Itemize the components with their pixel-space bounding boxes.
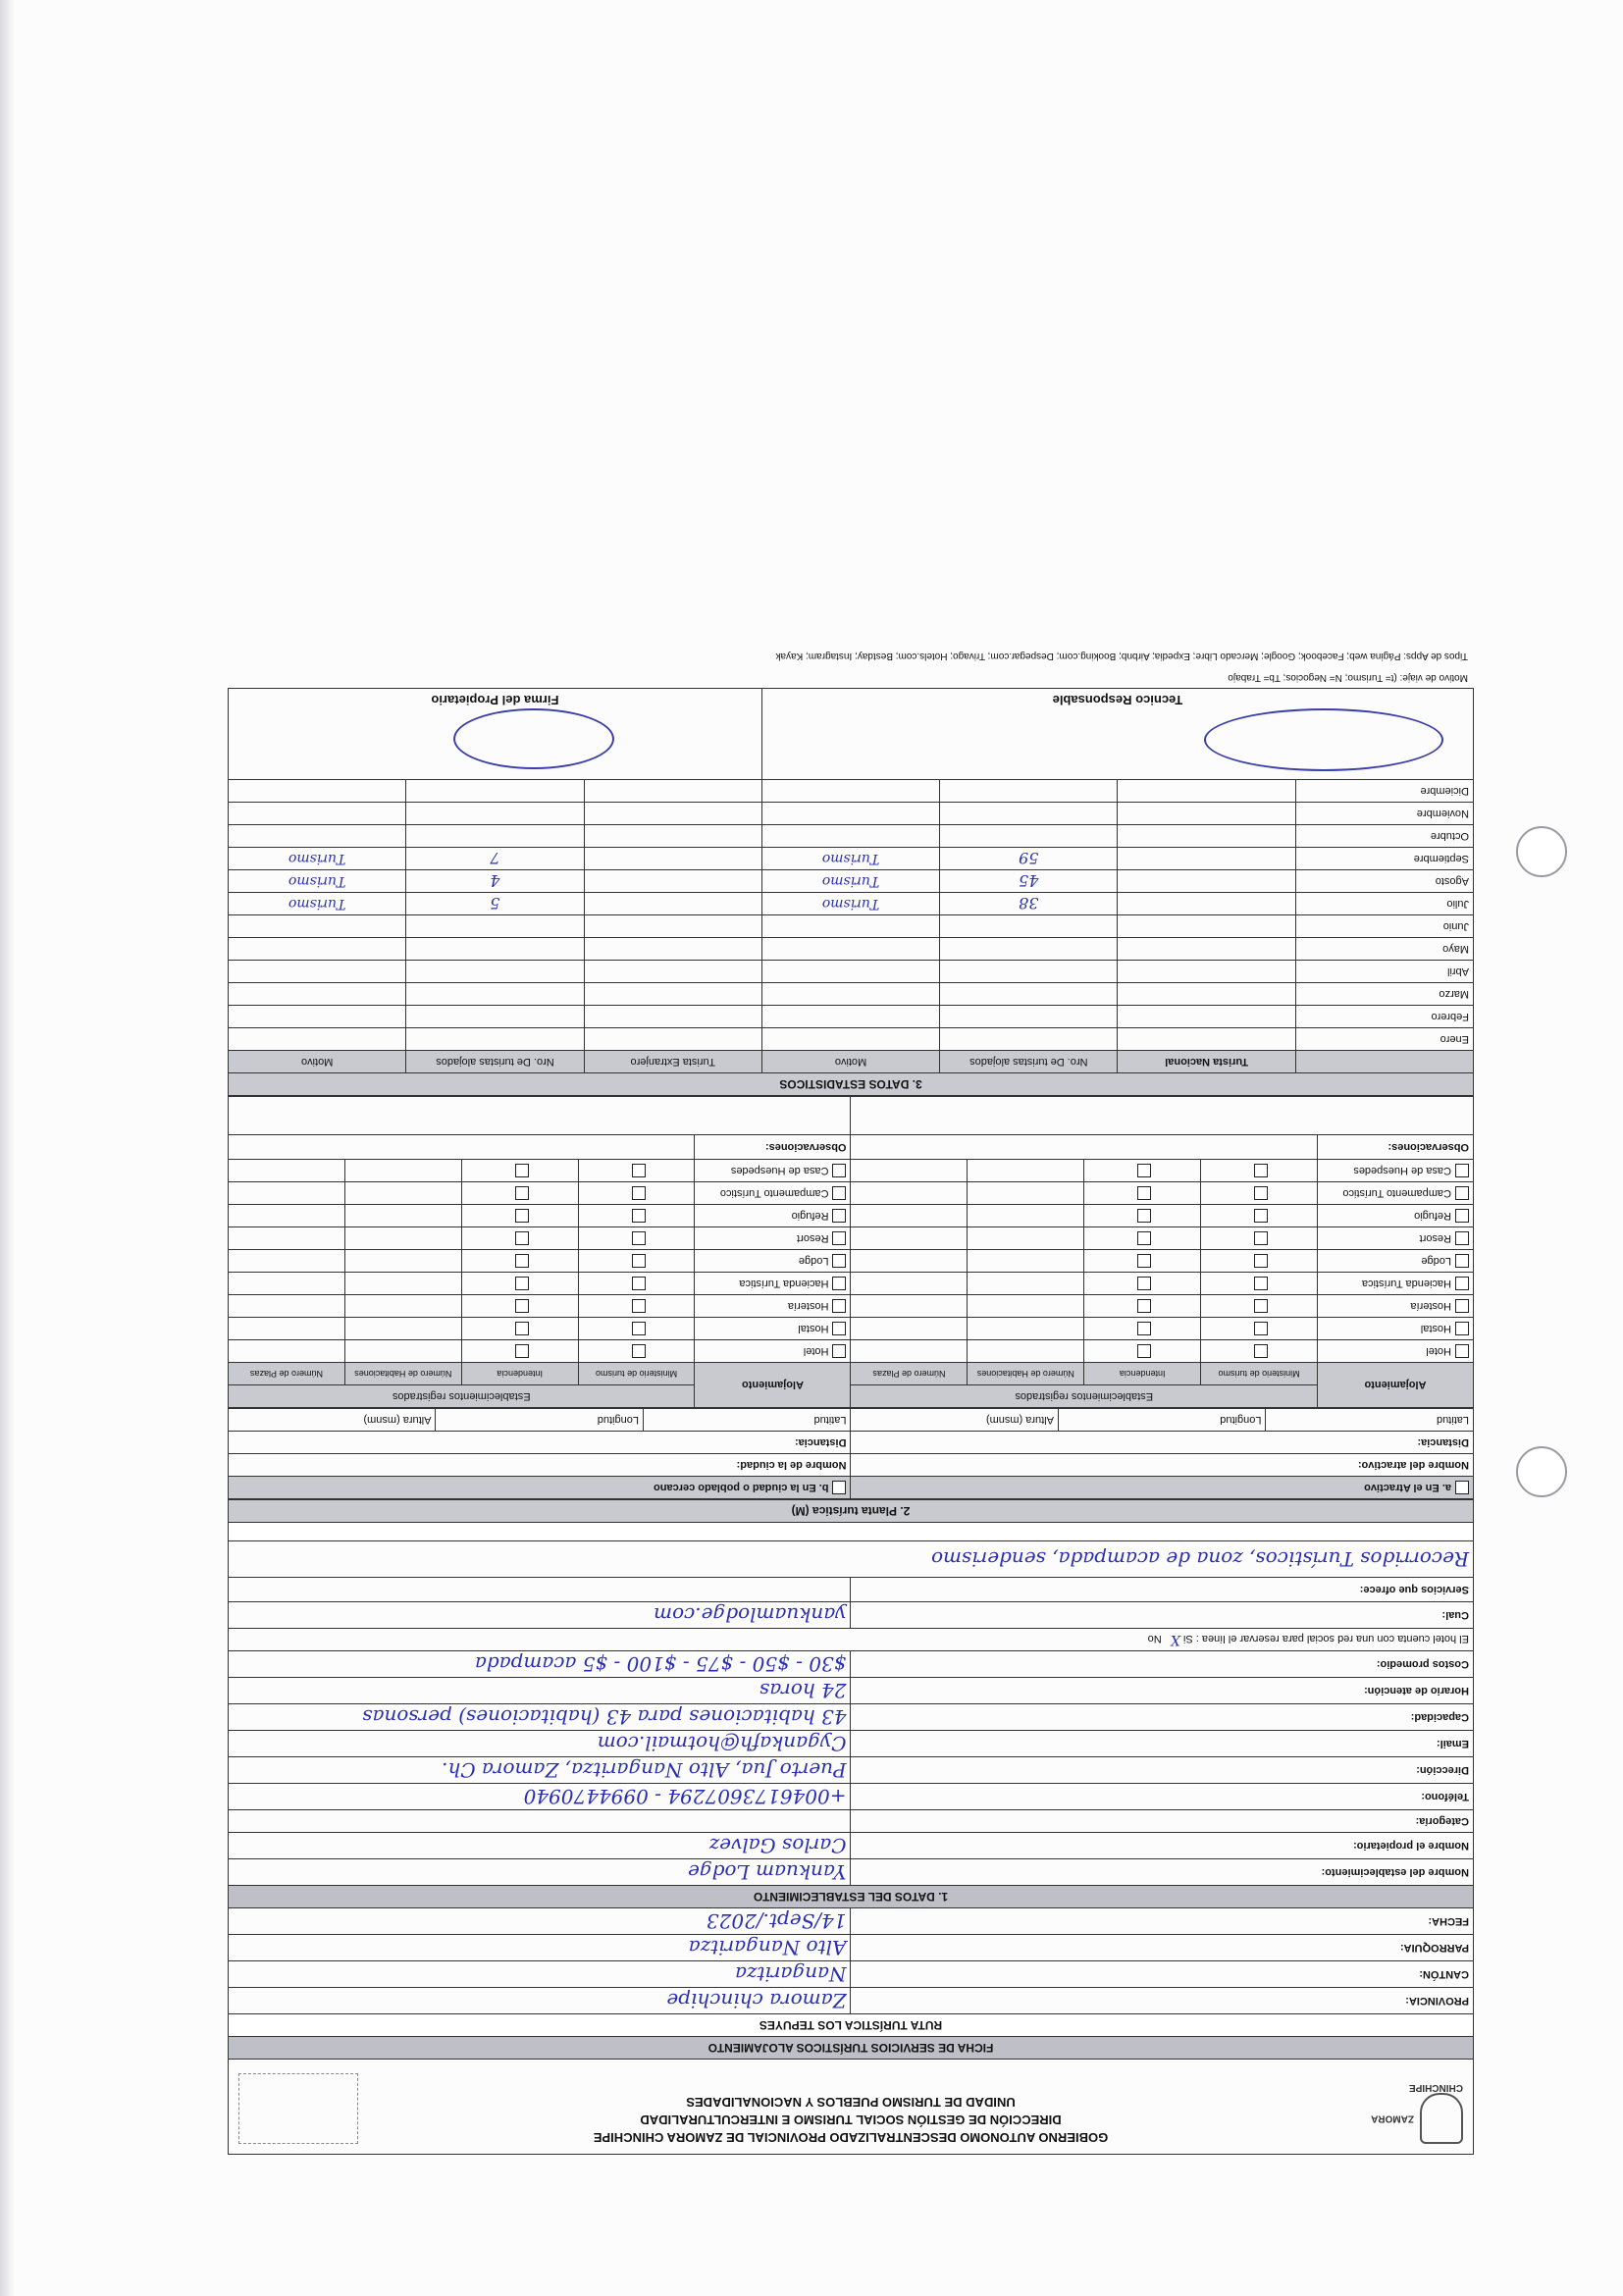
location-table: a. En el Atractivo b. En la ciudad o poblado cercano Nombre del atractivo: Nombre de la ciudad: Distancia: Distancia: Latitud Longitud Altura (msnm) Latitud Longitud Altura (msnm): [228, 1408, 1474, 1499]
lodging-type-checkbox[interactable]: [1455, 1186, 1469, 1200]
lodging-type-checkbox[interactable]: [833, 1231, 847, 1245]
red-social-si: X: [1170, 1632, 1180, 1647]
form-sheet: [228, 597, 1474, 2155]
canton-label: CANTÓN:: [851, 1961, 1474, 1988]
lodging-type-checkbox[interactable]: [833, 1277, 847, 1290]
lodging-row: Resort Resort: [229, 1227, 1474, 1250]
emblem-icon: [1420, 2093, 1463, 2144]
red-social-row: El hotel cuenta con una red social para reservar el línea : Si X No: [229, 1629, 1474, 1651]
lodging-row: Hostal Hostal: [229, 1318, 1474, 1340]
lodging-row: Hotel Hotel: [229, 1340, 1474, 1363]
nacional-count: [940, 983, 1118, 1006]
servicios-value: Recorridos Turísticos, zona de acampada, senderismo: [229, 1541, 1474, 1578]
nacional-count: [940, 1028, 1118, 1051]
nacional-motivo: [761, 825, 939, 848]
month-label: Agosto: [1295, 870, 1473, 893]
month-row: [229, 1006, 1474, 1028]
extranjero-motivo: [229, 938, 406, 961]
lodging-type-checkbox[interactable]: [1455, 1231, 1469, 1245]
lodging-type-checkbox[interactable]: [833, 1209, 847, 1223]
intendencia-checkbox[interactable]: [515, 1254, 529, 1268]
extranjero-count: [406, 1028, 584, 1051]
extranjero-motivo: [229, 1028, 406, 1051]
ministerio-checkbox[interactable]: [1254, 1209, 1268, 1223]
nacional-motivo: Turismo: [761, 870, 939, 893]
lodging-type-checkbox[interactable]: [1455, 1209, 1469, 1223]
route-title: RUTA TURÍSTICA LOS TEPUYES: [229, 2014, 1474, 2037]
month-label: Marzo: [1295, 983, 1473, 1006]
punch-hole: [1516, 826, 1567, 877]
extranjero-count: [406, 825, 584, 848]
extranjero-motivo: [229, 915, 406, 938]
month-label: Febrero: [1295, 1006, 1473, 1028]
lodging-row: Casa de Huespedes Casa de Huespedes: [229, 1160, 1474, 1182]
month-row: [229, 1028, 1474, 1051]
nacional-count: [940, 1006, 1118, 1028]
province-logo: ZAMORA CHINCHIPE: [1316, 2075, 1463, 2144]
ministerio-checkbox[interactable]: [1254, 1164, 1268, 1177]
nacional-count: [940, 825, 1118, 848]
nacional-motivo: Turismo: [761, 893, 939, 915]
lodging-type-checkbox[interactable]: [833, 1254, 847, 1268]
cual-value: yankuamlodge.com: [229, 1602, 852, 1629]
month-row: [229, 915, 1474, 938]
ministerio-checkbox[interactable]: [1254, 1344, 1268, 1358]
month-label: Enero: [1295, 1028, 1473, 1051]
ministerio-checkbox[interactable]: [1254, 1322, 1268, 1335]
tecnico-signature: [1204, 708, 1443, 771]
nacional-count: 45: [940, 870, 1118, 893]
ministerio-checkbox[interactable]: [632, 1322, 646, 1335]
establecimiento-label: Nombre del establecimiento:: [851, 1859, 1474, 1886]
extranjero-count: [406, 983, 584, 1006]
categoria-label: Categoría:: [851, 1810, 1474, 1833]
lodging-type-checkbox[interactable]: [1455, 1164, 1469, 1177]
intendencia-checkbox[interactable]: [1137, 1231, 1151, 1245]
extranjero-motivo: Turismo: [229, 893, 406, 915]
lodging-type-checkbox[interactable]: [1455, 1322, 1469, 1335]
month-row: [229, 825, 1474, 848]
intendencia-checkbox[interactable]: [1137, 1277, 1151, 1290]
cual-label: Cual:: [851, 1602, 1474, 1629]
ministerio-checkbox[interactable]: [632, 1231, 646, 1245]
servicios-label: Servicios que ofrece:: [851, 1578, 1474, 1602]
month-label: Junio: [1295, 915, 1473, 938]
nacional-motivo: [761, 983, 939, 1006]
intendencia-checkbox[interactable]: [515, 1231, 529, 1245]
month-row: [229, 983, 1474, 1006]
email-label: Email:: [851, 1731, 1474, 1757]
lodging-type-checkbox[interactable]: [1455, 1277, 1469, 1290]
email-value: Cygankafh@hotmail.com: [229, 1731, 852, 1757]
ministerio-checkbox[interactable]: [1254, 1277, 1268, 1290]
nacional-count: [940, 780, 1118, 803]
intendencia-checkbox[interactable]: [1137, 1164, 1151, 1177]
intendencia-checkbox[interactable]: [1137, 1322, 1151, 1335]
ministerio-checkbox[interactable]: [632, 1186, 646, 1200]
propietario-label: Nombre el propietario:: [851, 1833, 1474, 1859]
month-row: [229, 848, 1474, 870]
month-label: Julio: [1295, 893, 1473, 915]
nacional-count: [940, 803, 1118, 825]
form-title: FICHA DE SERVICIOS TURÍSTICOS ALOJAMIENTO: [229, 2037, 1474, 2060]
ciudad-checkbox[interactable]: [833, 1481, 847, 1494]
extranjero-count: [406, 1006, 584, 1028]
month-label: Septiembre: [1295, 848, 1473, 870]
propietario-signature: [453, 708, 614, 769]
ciudad-label: Nombre de la ciudad:: [229, 1454, 852, 1477]
org-line-3: UNIDAD DE TURISMO PUEBLOS Y NACIONALIDADES: [686, 2095, 1016, 2110]
motivo-note: Motivo de viaje: (t= Turismo; N= Negocios; Tb= Trabajo: [1228, 672, 1468, 683]
costos-label: Costos promedio:: [851, 1651, 1474, 1678]
lodging-type-checkbox[interactable]: [1455, 1254, 1469, 1268]
intendencia-checkbox[interactable]: [515, 1186, 529, 1200]
nacional-count: [940, 961, 1118, 983]
extranjero-motivo: [229, 803, 406, 825]
parroquia-value: Alto Nangaritza: [229, 1935, 852, 1961]
provincia-value: Zamora chinchipe: [229, 1988, 852, 2014]
extranjero-motivo: [229, 961, 406, 983]
ministerio-checkbox[interactable]: [632, 1299, 646, 1313]
form-header: [228, 2060, 1474, 2155]
ministerio-checkbox[interactable]: [1254, 1254, 1268, 1268]
intendencia-checkbox[interactable]: [1137, 1344, 1151, 1358]
nacional-motivo: [761, 780, 939, 803]
org-line-1: GOBIERNO AUTONOMO DESCENTRALIZADO PROVINCIAL DE ZAMORA CHINCHIPE: [593, 2130, 1109, 2145]
ministerio-checkbox[interactable]: [632, 1344, 646, 1358]
atractivo-label: Nombre del atractivo:: [851, 1454, 1474, 1477]
stats-table: 3. DATOS ESTADISTICOS Turista Nacional Nro. De turistas alojados Motivo Turista Extranjero Nro. De turistas alojados Motivo Enero Febrero Marzo Abril Mayo Junio Julio 38 Turismo 5 Turismo Agosto 45 Turismo 4 Turismo Septiembre 59 Turismo 7 Turismo Octubre Noviembre Diciembre Tecnico Responsable Firma del Propietario: [228, 688, 1474, 1096]
distancia-label: Distancia:: [851, 1432, 1474, 1454]
intendencia-checkbox[interactable]: [515, 1277, 529, 1290]
horario-value: 24 horas: [229, 1678, 852, 1704]
extranjero-count: 4: [406, 870, 584, 893]
nacional-motivo: [761, 961, 939, 983]
canton-value: Nangaritza: [229, 1961, 852, 1988]
nacional-motivo: [761, 938, 939, 961]
lodging-type-checkbox[interactable]: [833, 1322, 847, 1335]
lodging-row: Lodge Lodge: [229, 1250, 1474, 1273]
telefono-label: Teléfono:: [851, 1784, 1474, 1810]
ministerio-checkbox[interactable]: [632, 1209, 646, 1223]
ministerio-checkbox[interactable]: [1254, 1299, 1268, 1313]
nacional-count: 59: [940, 848, 1118, 870]
nacional-motivo: [761, 915, 939, 938]
extranjero-motivo: [229, 1006, 406, 1028]
intendencia-checkbox[interactable]: [1137, 1299, 1151, 1313]
nacional-motivo: [761, 1028, 939, 1051]
establecimiento-value: Yankuam Lodge: [229, 1859, 852, 1886]
lodging-type-checkbox[interactable]: [1455, 1344, 1469, 1358]
ministerio-checkbox[interactable]: [632, 1164, 646, 1177]
section1-title: 1. DATOS DEL ESTABLECIMIENTO: [229, 1886, 1474, 1908]
month-row: [229, 780, 1474, 803]
extranjero-motivo: [229, 780, 406, 803]
observaciones-label: Observaciones:: [1318, 1135, 1474, 1160]
month-label: Octubre: [1295, 825, 1473, 848]
month-label: Mayo: [1295, 938, 1473, 961]
ministerio-checkbox[interactable]: [632, 1277, 646, 1290]
nacional-motivo: [761, 1006, 939, 1028]
lodging-row: Hostería Hostería: [229, 1295, 1474, 1318]
nacional-count: [940, 938, 1118, 961]
month-row: [229, 961, 1474, 983]
nacional-motivo: [761, 803, 939, 825]
parroquia-label: PARROQUIA:: [851, 1935, 1474, 1961]
section3-title: 3. DATOS ESTADISTICOS: [229, 1073, 1474, 1096]
month-label: Noviembre: [1295, 803, 1473, 825]
extranjero-count: [406, 961, 584, 983]
lodging-type-checkbox[interactable]: [833, 1344, 847, 1358]
month-row: [229, 870, 1474, 893]
intendencia-checkbox[interactable]: [1137, 1186, 1151, 1200]
propietario-signature-box: Firma del Propietario: [229, 689, 762, 780]
extranjero-motivo: Turismo: [229, 848, 406, 870]
intendencia-checkbox[interactable]: [515, 1209, 529, 1223]
intendencia-checkbox[interactable]: [515, 1299, 529, 1313]
lodging-type-checkbox[interactable]: [833, 1186, 847, 1200]
extranjero-count: [406, 915, 584, 938]
lodging-table: Alojamiento Establecimientos registrados Alojamiento Establecimientos registrados Ministerio de turismo Intendencia Número de Habitaciones Número de Plazas Ministerio de turismo Intendencia Número de Habitaciones Número de Plazas Hotel Hotel Hostal Hostal Hostería Hostería Hacienda Turística Hacienda Turística Lodge Lodge Resort Resort Refugio Refugio Campamento Turístico Campamento Turístico Casa de Huespedes Casa de Huespedes Observaciones: Observaciones:: [228, 1096, 1474, 1408]
lodging-type-checkbox[interactable]: [1455, 1299, 1469, 1313]
apps-note: Tipos de Apps: Página web; Facebook; Google; Mercado Libre; Expedia; Airbnb; Booking.com; Despegar.com; Trivago; Hotels.com; Bestday; Instagram; Kayak: [775, 651, 1468, 661]
extranjero-motivo: [229, 983, 406, 1006]
month-label: Abril: [1295, 961, 1473, 983]
extranjero-motivo: Turismo: [229, 870, 406, 893]
general-table: [228, 1499, 1474, 2060]
extranjero-count: [406, 780, 584, 803]
extranjero-count: 5: [406, 893, 584, 915]
lodging-row: Refugio Refugio: [229, 1205, 1474, 1227]
capacidad-value: 43 habitaciones para 43 (habitaciones) personas: [229, 1704, 852, 1731]
tecnico-signature-box: Tecnico Responsable: [761, 689, 1473, 780]
intendencia-checkbox[interactable]: [515, 1164, 529, 1177]
direccion-value: Puerto Jua, Alto Nangaritza, Zamora Ch.: [229, 1757, 852, 1784]
nacional-motivo: Turismo: [761, 848, 939, 870]
propietario-value: Carlos Galvez: [229, 1833, 852, 1859]
intendencia-checkbox[interactable]: [1137, 1254, 1151, 1268]
nacional-count: [940, 915, 1118, 938]
lodging-row: Campamento Turístico Campamento Turístico: [229, 1182, 1474, 1205]
extranjero-count: [406, 938, 584, 961]
direccion-label: Dirección:: [851, 1757, 1474, 1784]
punch-hole: [1516, 1446, 1567, 1497]
intendencia-checkbox[interactable]: [515, 1322, 529, 1335]
atractivo-checkbox[interactable]: [1455, 1481, 1469, 1494]
lodging-type-checkbox[interactable]: [833, 1164, 847, 1177]
provincia-label: PROVINCIA:: [851, 1988, 1474, 2014]
fecha-label: FECHA:: [851, 1908, 1474, 1935]
categoria-value: [229, 1810, 852, 1833]
extranjero-count: [406, 803, 584, 825]
lodging-type-checkbox[interactable]: [833, 1299, 847, 1313]
section2-title: 2. Planta turística (M): [229, 1500, 1474, 1523]
ministerio-checkbox[interactable]: [1254, 1186, 1268, 1200]
costos-value: $30 - $50 - $75 - $100 - $5 acampada: [229, 1651, 852, 1678]
extranjero-motivo: [229, 825, 406, 848]
org-line-2: DIRECCIÓN DE GESTIÓN SOCIAL TURISMO E INTERCULTURALIDAD: [640, 2113, 1062, 2127]
route-stamp: [238, 2073, 358, 2144]
month-row: [229, 938, 1474, 961]
intendencia-checkbox[interactable]: [515, 1344, 529, 1358]
nacional-count: 38: [940, 893, 1118, 915]
month-label: Diciembre: [1295, 780, 1473, 803]
fecha-value: 14/Sept./2023: [229, 1908, 852, 1935]
month-row: [229, 893, 1474, 915]
ministerio-checkbox[interactable]: [1254, 1231, 1268, 1245]
horario-label: Horario de atención:: [851, 1678, 1474, 1704]
extranjero-count: 7: [406, 848, 584, 870]
lodging-row: Hacienda Turística Hacienda Turística: [229, 1273, 1474, 1295]
intendencia-checkbox[interactable]: [1137, 1209, 1151, 1223]
ministerio-checkbox[interactable]: [632, 1254, 646, 1268]
telefono-value: +0046173607294 - 0994470940: [229, 1784, 852, 1810]
month-row: [229, 803, 1474, 825]
capacidad-label: Capacidad:: [851, 1704, 1474, 1731]
